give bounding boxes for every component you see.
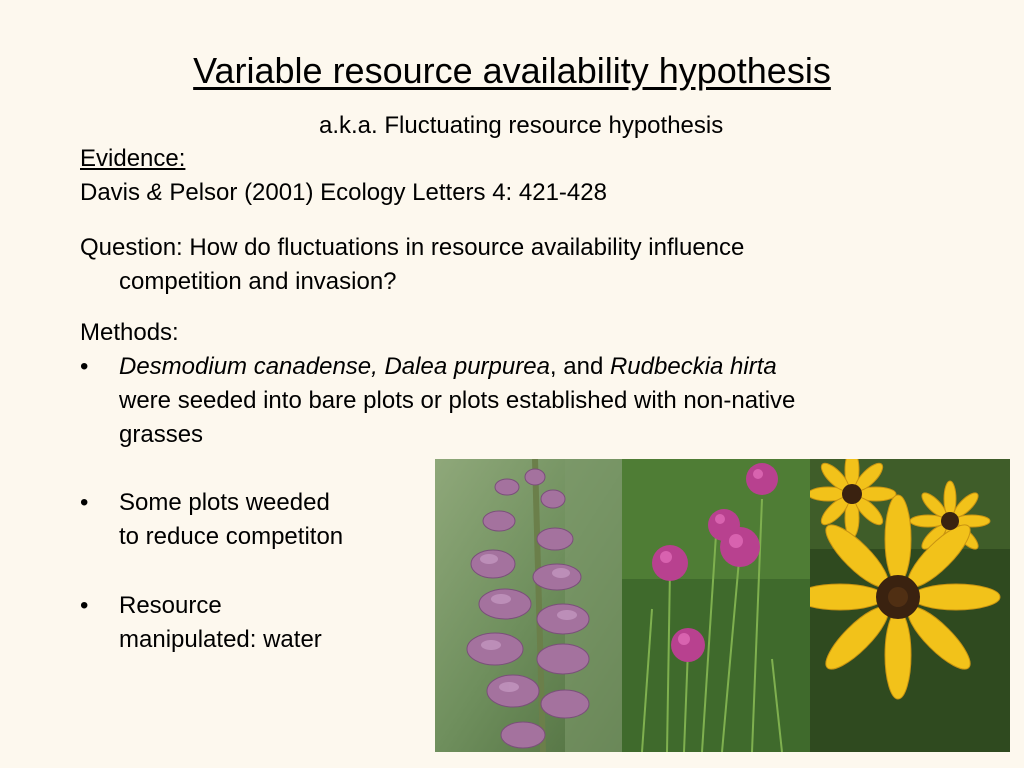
evidence-label: Evidence: [80,145,186,172]
bullet-3-line-1: Resource [119,592,222,619]
slide-subtitle: a.k.a. Fluctuating resource hypothesis [319,112,724,139]
methods-label: Methods: [80,319,179,346]
flower-photo-strip [435,459,1010,752]
question-line-1: Question: How do fluctuations in resource availability influence [80,234,745,261]
bullet-3-line-2: manipulated: water [119,626,322,653]
species-list-2: Rudbeckia hirta [609,353,777,380]
bullet-2-line-2: to reduce competiton [119,523,344,550]
bullet-1-line-2: were seeded into bare plots or plots established with non-native [119,387,796,414]
citation-authors: Davis [80,179,147,206]
rudbeckia-photo [810,459,1010,752]
bullet-2-line-1: Some plots weeded [119,489,330,516]
question-line-2: competition and invasion? [119,268,397,295]
bullet-marker: • [80,353,89,380]
desmodium-photo [435,459,622,752]
bullet-1-line-1 [119,350,777,384]
species-and: , and [549,353,610,380]
citation-rest: Pelsor (2001) Ecology Letters 4: 421-428 [162,179,607,206]
bullet-marker: • [80,489,89,516]
slide-title: Variable resource availability hypothesis [193,50,831,91]
citation [80,176,607,210]
bullet-marker: • [80,592,89,619]
bullet-1-line-3: grasses [119,421,204,448]
species-list-1: Desmodium canadense, Dalea purpurea [119,353,550,380]
citation-ampersand: & [146,179,163,206]
dalea-photo [622,459,810,752]
